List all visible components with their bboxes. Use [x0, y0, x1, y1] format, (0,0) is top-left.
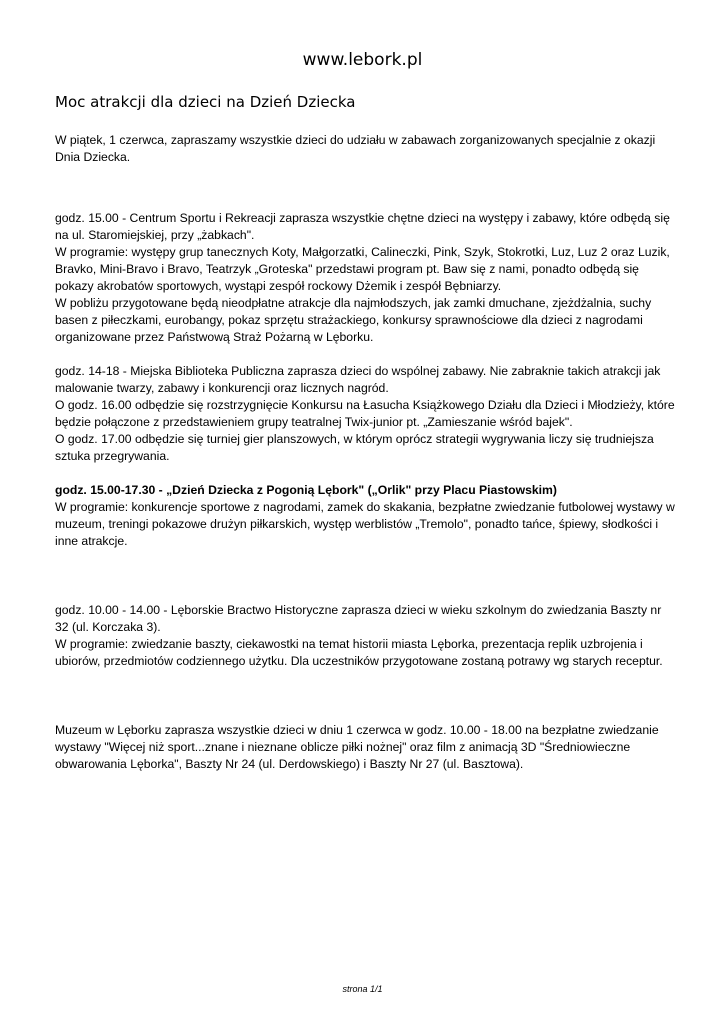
- sport-line: W programie: występy grup tanecznych Koty, Małgorzatki, Calineczki, Pink, Szyk, Stokrotki, Luz, Luz 2 oraz Luzik, Bravko, Mini-Bravo i Bravo, Teatrzyk „Groteska" przedstawi program pt. Baw się z nami, ponadto odbędą się pokazy akrobatów sportowych, wystąpi zespół rockowy Dżemik i zespół Bębniarzy.: [55, 245, 670, 293]
- sport-line: godz. 15.00 - Centrum Sportu i Rekreacji zaprasza wszystkie chętne dzieci na występy i zabawy, które odbędą się na ul. Staromiejskiej, przy „żabkach".: [55, 211, 670, 242]
- bractwo-line: godz. 10.00 - 14.00 - Lęborskie Bractwo Historyczne zaprasza dzieci w wieku szkolnym do zwiedzania Baszty nr 32 (ul. Korczaka 3).: [55, 603, 662, 634]
- bractwo-line: W programie: zwiedzanie baszty, ciekawostki na temat historii miasta Lęborka, prezentacja replik uzbrojenia i ubiorów, przedmiotów codziennego użytku. Dla uczestników przygotowane zostaną potrawy wg starych receptur.: [55, 637, 663, 668]
- page-number: strona 1/1: [342, 984, 383, 994]
- library-line: O godz. 16.00 odbędzie się rozstrzygnięcie Konkursu na Łasucha Książkowego Działu dla Dzieci i Młodzieży, które będzie połączone z przedstawieniem grupy teatralnej Twix-junior pt. „Zamieszanie wśród bajek".: [55, 398, 675, 429]
- article-body: [55, 132, 675, 773]
- sport-section: [55, 210, 675, 346]
- orlik-text: W programie: konkurencje sportowe z nagrodami, zamek do skakania, bezpłatne zwiedzanie futbolowej wystawy w muzeum, treningi pokazowe drużyn piłkarskich, występ werblistów „Tremolo", ponadto tańce, śpiewy, słodkości i inne atrakcje.: [55, 500, 675, 548]
- intro-paragraph: W piątek, 1 czerwca, zapraszamy wszystkie dzieci do udziału w zabawach zorganizowanych specjalnie z okazji Dnia Dziecka.: [55, 133, 656, 164]
- orlik-section: [55, 482, 675, 550]
- library-line: O godz. 17.00 odbędzie się turniej gier planszowych, w którym oprócz strategii wygrywania liczy się trudniejsza sztuka przegrywania.: [55, 432, 654, 463]
- orlik-heading: godz. 15.00-17.30 - „Dzień Dziecka z Pogonią Lębork" („Orlik" przy Placu Piastowskim): [55, 483, 557, 497]
- sport-line: W pobliżu przygotowane będą nieodpłatne atrakcje dla najmłodszych, jak zamki dmuchane, zjeżdżalnia, suchy basen z piłeczkami, eurobangy, pokaz sprzętu strażackiego, konkursy sprawnościowe dla dzieci z nagrodami organizowane przez Państwową Straż Pożarną w Lęborku.: [55, 296, 652, 344]
- article-title: Moc atrakcji dla dzieci na Dzień Dziecka: [55, 93, 356, 111]
- library-section: [55, 363, 675, 465]
- library-line: godz. 14-18 - Miejska Biblioteka Publiczna zaprasza dzieci do wspólnej zabawy. Nie zabraknie takich atrakcji jak malowanie twarzy, zabawy i konkurencji oraz licznych nagród.: [55, 364, 661, 395]
- bractwo-section: [55, 602, 675, 670]
- site-header: www.lebork.pl: [302, 50, 423, 70]
- museum-paragraph: Muzeum w Lęborku zaprasza wszystkie dzieci w dniu 1 czerwca w godz. 10.00 - 18.00 na bezpłatne zwiedzanie wystawy "Więcej niż sport...znane i nieznane oblicze piłki nożnej" oraz film z animacją 3D "Średniowieczne obwarowania Lęborka", Baszty Nr 24 (ul. Derdowskiego) i Baszty Nr 27 (ul. Basztowa).: [55, 723, 659, 771]
